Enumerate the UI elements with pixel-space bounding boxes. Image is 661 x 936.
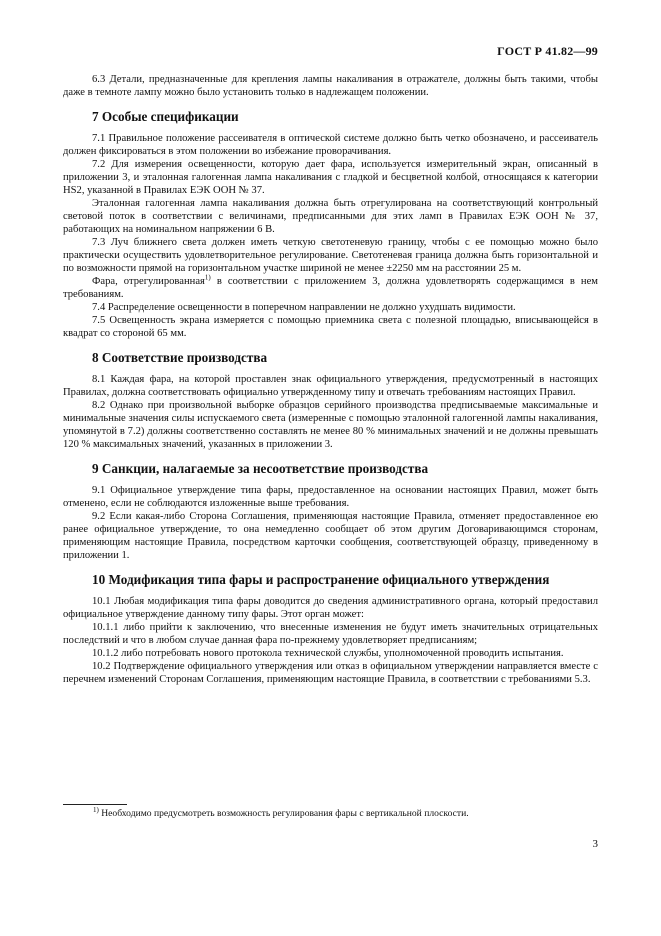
note-text-before: Фара, отрегулированная <box>92 276 205 287</box>
section-9-heading: 9 Санкции, налагаемые за несоответствие производства <box>92 461 429 476</box>
section-8-heading: 8 Соответствие производства <box>92 350 268 365</box>
paragraph-10-2: 10.2 Подтверждение официального утверждения или отказ в официальном утверждении направляется вместе с перечнем изменений Сторонам Соглашения, применяющим настоящие Правила, в соответствии с требованиями 5.3. <box>63 661 598 685</box>
paragraph-7-5: 7.5 Освещенность экрана измеряется с помощью приемника света с полезной площадью, вписывающейся в квадрат со стороной 65 мм. <box>63 315 598 339</box>
footnote-reference: 1) <box>204 273 211 282</box>
paragraph-7-1: 7.1 Правильное положение рассеивателя в оптической системе должно быть четко обозначено, и рассеиватель должен фиксироваться в этом положении во избежание проворачивания. <box>63 133 598 157</box>
paragraph-10-1-2: 10.1.2 либо потребовать нового протокола технической службы, уполномоченной проводить испытания. <box>92 648 564 659</box>
page-number: 3 <box>592 838 598 850</box>
footnote <box>93 805 598 820</box>
paragraph-9-1: 9.1 Официальное утверждение типа фары, предоставленное на основании настоящих Правил, может быть отменено, если не соблюдаются изложенные выше требования. <box>63 485 598 509</box>
note-text-after: в соответствии с приложением 3, должна удовлетворять содержащимся в нем требованиям. <box>63 276 598 300</box>
paragraph-7-2-lamp: Эталонная галогенная лампа накаливания должна быть отрегулирована на соответствующий контрольный световой поток в соответствии с величинами, предписанными для этих ламп в Правилах ЕЭК ООН № 37, работающих на номинальном напряжении 6 В. <box>63 198 598 235</box>
paragraph-6-3: 6.3 Детали, предназначенные для крепления лампы накаливания в отражателе, должны быть такими, чтобы даже в темноте лампу можно было установить только в надлежащем положении. <box>63 74 598 98</box>
section-7-heading: 7 Особые спецификации <box>92 109 239 124</box>
paragraph-10-1-1: 10.1.1 либо прийти к заключению, что внесенные изменения не будут иметь значительных отрицательных последствий и что в любом случае данная фара по-прежнему удовлетворяет предписаниям; <box>63 622 598 646</box>
paragraph-7-2: 7.2 Для измерения освещенности, которую дает фара, используется измерительный экран, описанный в приложении 3, и эталонная галогенная лампа накаливания с гладкой и бесцветной колбой, относящаяся к категории HS2, указанной в Правилах ЕЭК ООН № 37. <box>63 159 598 196</box>
paragraph-10-1: 10.1 Любая модификация типа фары доводится до сведения административного органа, который предоставил официальное утверждение данному типу фары. Этот орган может: <box>63 596 598 620</box>
paragraph-7-3-note <box>63 275 598 301</box>
document-body <box>63 73 598 686</box>
footnote-text: Необходимо предусмотреть возможность регулирования фары с вертикальной плоскости. <box>98 808 469 819</box>
paragraph-9-2: 9.2 Если какая-либо Сторона Соглашения, применяющая настоящие Правила, отменяет предоставленное ею ранее официальное утверждение, то она немедленно сообщает об этом другим Договаривающимся сторонам, применяющим настоящие Правила, посредством карточки сообщения, соответствующей образцу, приведенному в приложении 1. <box>63 511 598 561</box>
paragraph-7-3: 7.3 Луч ближнего света должен иметь четкую светотеневую границу, чтобы с ее помощью можно было практически осуществить удовлетворительное регулирование. Светотеневая граница должна быть горизонтальной и по возможности прямой на горизонтальном участке шириной не менее ±2250 мм на расстоянии 25 м. <box>63 237 598 274</box>
document-code-header: ГОСТ Р 41.82—99 <box>497 44 598 58</box>
section-10-heading: 10 Модификация типа фары и распространение официального утверждения <box>92 572 550 587</box>
paragraph-8-1: 8.1 Каждая фара, на которой проставлен знак официального утверждения, предусмотренный в настоящих Правилах, должна соответствовать официально утвержденному типу и отвечать требованиям настоящих Правил. <box>63 374 598 398</box>
footnote-marker: 1) <box>93 805 99 814</box>
paragraph-7-4: 7.4 Распределение освещенности в поперечном направлении не должно ухудшать видимости. <box>92 302 516 313</box>
paragraph-8-2: 8.2 Однако при произвольной выборке образцов серийного производства предписываемые максимальные и минимальные значения силы испускаемого света (измеренные с помощью эталонной галогенной лампы накаливания, упомянутой в 7.2) должны соответственно составлять не менее 80 % минимальных значений и не должны превышать 120 % максимальных значений, указанных в приложении 3. <box>63 400 598 450</box>
